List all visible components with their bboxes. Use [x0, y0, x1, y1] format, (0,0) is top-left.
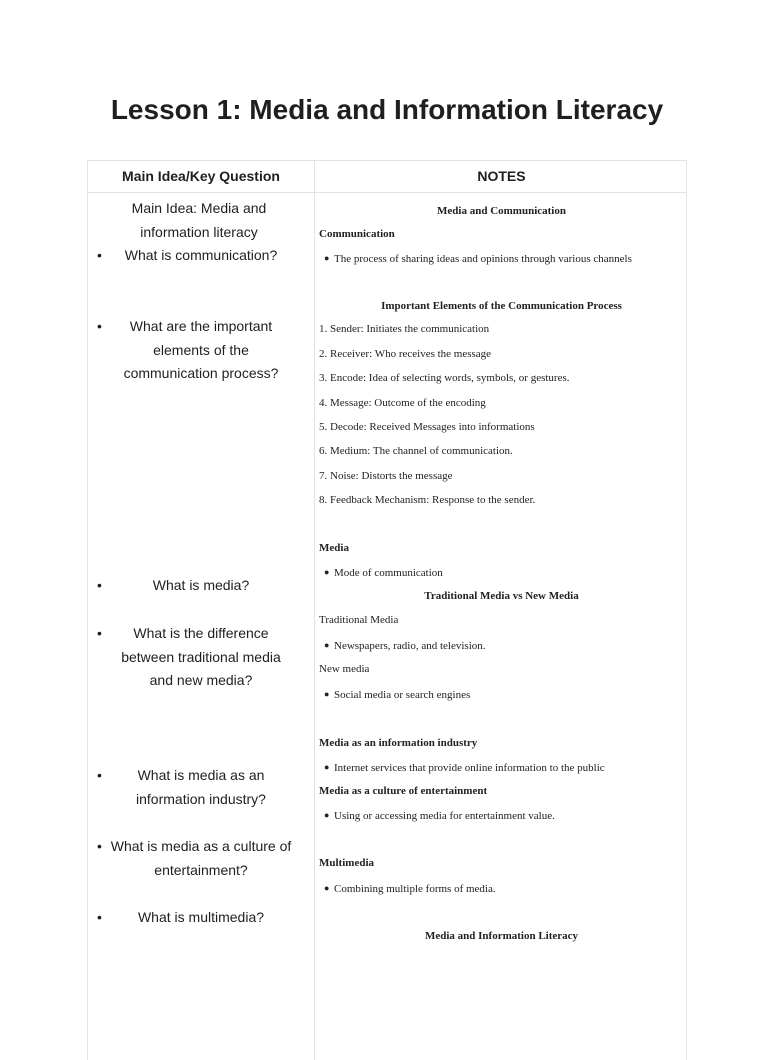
header-main-idea: Main Idea/Key Question: [122, 168, 280, 184]
notes-table: [87, 160, 687, 1060]
bullet-icon: ●: [324, 883, 330, 893]
main-idea-text: [88, 197, 314, 244]
notes-label: Media as a culture of entertainment: [319, 785, 488, 797]
question-text: What are the important elements of the communication process?: [123, 318, 279, 381]
notes-heading: Important Elements of the Communication Process: [381, 300, 622, 312]
notes-label: Multimedia: [319, 857, 374, 869]
notes-heading: Media and Communication: [437, 205, 566, 217]
notes-heading: Media and Information Literacy: [424, 930, 579, 942]
bullet-icon: ●: [324, 810, 330, 820]
notes-bullet-text: Social media or search engines: [334, 689, 471, 701]
notes-bullet: [324, 687, 470, 702]
question-item: [88, 244, 314, 268]
question-item: [88, 574, 314, 598]
notes-label: Traditional Media: [319, 614, 399, 626]
element-item: 4. Message: Outcome of the encoding: [319, 397, 486, 409]
notes-label: Media: [319, 542, 349, 554]
question-item: [88, 764, 314, 811]
notes-bullet: [324, 760, 605, 775]
bullet-icon: ●: [324, 640, 330, 650]
bullet-icon: •: [97, 577, 102, 593]
question-item: [88, 835, 314, 882]
notes-bullet-text: Combining multiple forms of media.: [334, 883, 496, 895]
question-text: What is media as a culture of entertainment?: [110, 838, 292, 878]
element-item: 3. Encode: Idea of selecting words, symbols, or gestures.: [319, 372, 570, 384]
element-item: 1. Sender: Initiates the communication: [319, 323, 490, 335]
header-notes: NOTES: [477, 168, 526, 184]
notes-bullet: [324, 881, 496, 896]
notes-bullet: [324, 565, 443, 580]
notes-bullet: [324, 808, 555, 823]
bullet-icon: •: [97, 838, 102, 854]
bullet-icon: ●: [324, 689, 330, 699]
page-title: Lesson 1: Media and Information Literacy: [110, 94, 664, 125]
question-item: [88, 622, 314, 693]
notes-label: Media as an information industry: [319, 737, 478, 749]
element-item: 2. Receiver: Who receives the message: [319, 348, 492, 360]
element-item: 8. Feedback Mechanism: Response to the sender.: [319, 494, 536, 506]
bullet-icon: •: [97, 318, 102, 334]
bullet-icon: ●: [324, 253, 330, 263]
bullet-icon: •: [97, 909, 102, 925]
bullet-icon: •: [97, 247, 102, 263]
bullet-icon: •: [97, 625, 102, 641]
notes-bullet: [324, 638, 486, 653]
bullet-icon: •: [97, 767, 102, 783]
notes-bullet-text: The process of sharing ideas and opinions through various channels: [334, 253, 632, 265]
question-text: What is communication?: [124, 247, 278, 263]
element-item: 5. Decode: Received Messages into informations: [319, 421, 535, 433]
question-item: [88, 315, 314, 386]
question-text: What is media as an information industry?: [136, 767, 266, 807]
notes-label: New media: [319, 663, 370, 675]
question-text: What is media?: [152, 577, 250, 593]
bullet-icon: ●: [324, 762, 330, 772]
main-idea-label: Main Idea: Media and information literacy: [131, 200, 267, 240]
notes-bullet-text: Newspapers, radio, and television.: [334, 640, 486, 652]
notes-heading: Traditional Media vs New Media: [424, 590, 579, 602]
bullet-icon: ●: [324, 567, 330, 577]
notes-bullet-text: Using or accessing media for entertainment value.: [334, 810, 555, 822]
header-divider: [88, 192, 686, 193]
notes-label: Communication: [319, 228, 395, 240]
notes-bullet: [324, 251, 632, 266]
notes-bullet-text: Mode of communication: [334, 567, 443, 579]
element-item: 7. Noise: Distorts the message: [319, 470, 453, 482]
question-item: [88, 906, 314, 930]
column-divider: [314, 161, 315, 1060]
question-text: What is the difference between traditional media and new media?: [121, 625, 281, 688]
question-text: What is multimedia?: [137, 909, 265, 925]
element-item: 6. Medium: The channel of communication.: [319, 445, 513, 457]
notes-bullet-text: Internet services that provide online information to the public: [334, 762, 605, 774]
